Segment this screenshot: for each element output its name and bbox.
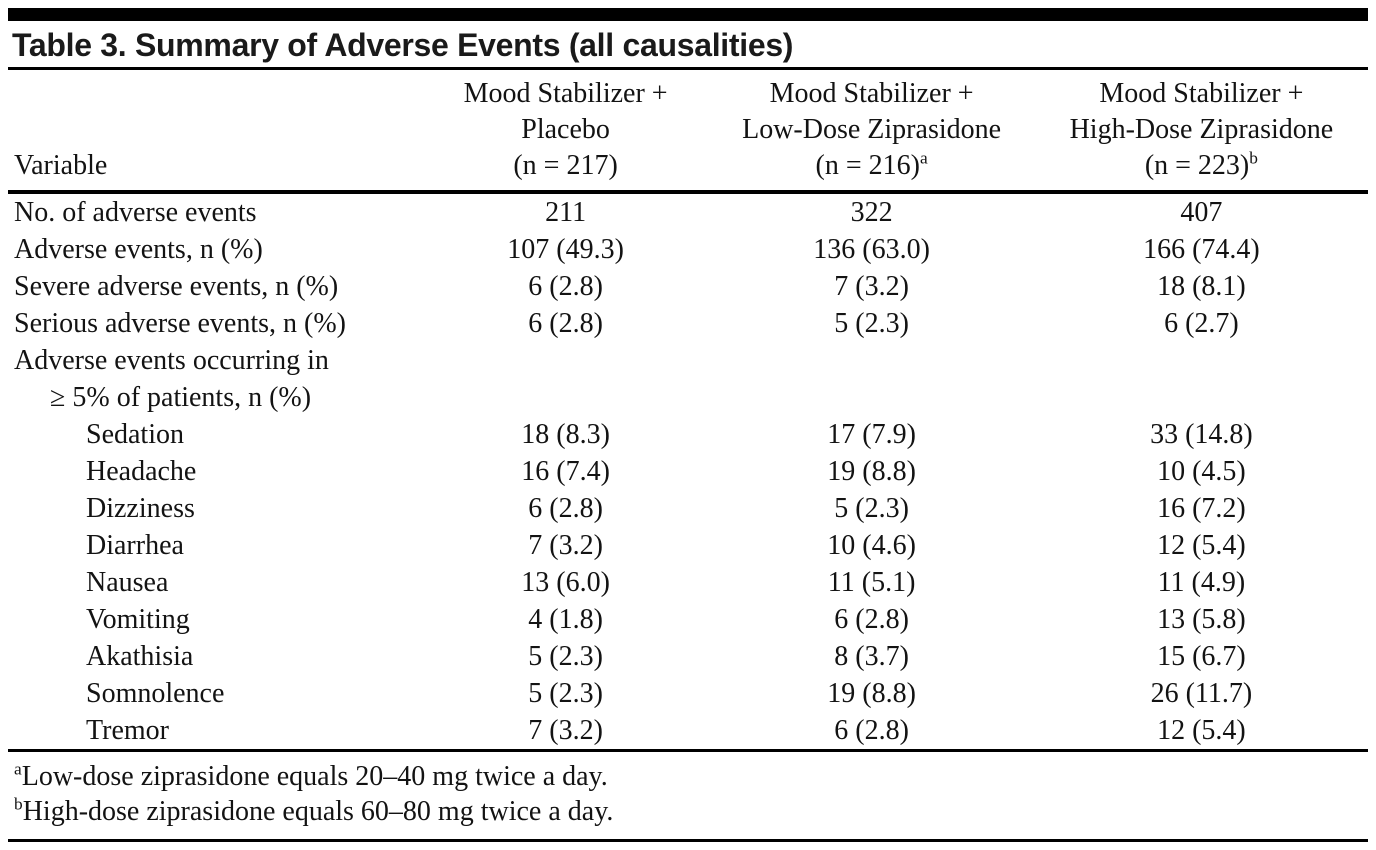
row-value: 19 (8.8)	[827, 456, 916, 487]
row-value: 6 (2.7)	[1164, 308, 1239, 339]
table-row	[8, 453, 1368, 490]
row-label: Adverse events occurring in	[14, 345, 329, 376]
group-n-count: (n = 217)	[513, 150, 618, 181]
footnote-marker-sup: a	[919, 148, 928, 168]
table-row	[8, 231, 1368, 268]
column-header-variable	[8, 70, 423, 192]
row-value: 17 (7.9)	[827, 419, 916, 450]
table-row	[8, 638, 1368, 675]
row-value: 19 (8.8)	[827, 678, 916, 709]
row-value: 6 (2.8)	[528, 308, 603, 339]
table-header	[8, 70, 1368, 192]
row-value: 322	[850, 197, 893, 228]
table-row	[8, 601, 1368, 638]
row-value: 5 (2.3)	[834, 308, 909, 339]
row-label: Tremor	[86, 715, 169, 746]
footnote-section	[8, 752, 1368, 837]
table-row	[8, 342, 1368, 379]
row-value: 166 (74.4)	[1143, 234, 1260, 265]
row-value: 7 (3.2)	[528, 715, 603, 746]
row-label: Serious adverse events, n (%)	[14, 308, 347, 339]
footnote-marker-sup: b	[1249, 148, 1258, 168]
footnote-marker: b	[14, 794, 23, 814]
table-body	[8, 192, 1368, 749]
row-value: 18 (8.1)	[1157, 271, 1246, 302]
row-value: 10 (4.5)	[1157, 456, 1246, 487]
row-value: 211	[545, 197, 587, 228]
table-row	[8, 564, 1368, 601]
row-value: 107 (49.3)	[507, 234, 624, 265]
row-label: Vomiting	[86, 604, 190, 635]
row-value: 16 (7.4)	[521, 456, 610, 487]
footnote-a	[14, 759, 1364, 794]
group-line-3	[1035, 148, 1368, 184]
group-line-1: Mood Stabilizer +	[463, 78, 668, 109]
row-value: 5 (2.3)	[834, 493, 909, 524]
table-bottom-rule	[8, 839, 1368, 842]
row-value: 10 (4.6)	[827, 530, 916, 561]
row-value: 407	[1180, 197, 1223, 228]
row-label: Adverse events, n (%)	[14, 234, 263, 265]
table-row	[8, 416, 1368, 453]
row-value: 13 (5.8)	[1157, 604, 1246, 635]
row-label: Akathisia	[86, 641, 194, 672]
row-value: 5 (2.3)	[528, 641, 603, 672]
row-label: Sedation	[86, 419, 184, 450]
row-value	[423, 342, 709, 379]
table-row	[8, 305, 1368, 342]
table-row	[8, 268, 1368, 305]
row-value: 6 (2.8)	[834, 604, 909, 635]
row-value	[1035, 379, 1368, 416]
column-header-high-dose	[1035, 70, 1368, 192]
row-value: 26 (11.7)	[1150, 678, 1253, 709]
group-line-1: Mood Stabilizer +	[1099, 78, 1304, 109]
row-value: 8 (3.7)	[834, 641, 909, 672]
header-row	[8, 70, 1368, 192]
row-value	[708, 379, 1034, 416]
row-value: 15 (6.7)	[1157, 641, 1246, 672]
row-value: 6 (2.8)	[834, 715, 909, 746]
group-line-2: High-Dose Ziprasidone	[1069, 114, 1334, 145]
row-value: 18 (8.3)	[521, 419, 610, 450]
row-label: Somnolence	[86, 678, 225, 709]
footnote-marker: a	[14, 759, 22, 779]
row-value	[423, 379, 709, 416]
row-value: 4 (1.8)	[528, 604, 603, 635]
table-row	[8, 379, 1368, 416]
column-header-placebo	[423, 70, 709, 192]
group-line-1: Mood Stabilizer +	[769, 78, 974, 109]
group-line-2: Placebo	[521, 114, 610, 145]
group-n-count: (n = 216)	[815, 150, 920, 181]
row-value: 11 (4.9)	[1157, 567, 1246, 598]
footnote-text: Low-dose ziprasidone equals 20–40 mg twice a day.	[21, 761, 608, 792]
group-line-3	[423, 148, 709, 184]
table-row	[8, 490, 1368, 527]
group-n-count: (n = 223)	[1144, 150, 1250, 181]
row-value: 7 (3.2)	[528, 530, 603, 561]
row-value: 16 (7.2)	[1157, 493, 1246, 524]
row-label: Dizziness	[86, 493, 195, 524]
row-label: Diarrhea	[86, 530, 184, 561]
row-value	[708, 342, 1034, 379]
table-row	[8, 712, 1368, 749]
group-line-3	[708, 148, 1034, 184]
row-value: 136 (63.0)	[813, 234, 930, 265]
variable-label: Variable	[14, 150, 108, 181]
row-label: Severe adverse events, n (%)	[14, 271, 339, 302]
row-value: 11 (5.1)	[827, 567, 916, 598]
table-title: Table 3. Summary of Adverse Events (all causalities)	[12, 27, 794, 63]
row-value: 7 (3.2)	[834, 271, 909, 302]
table-row	[8, 192, 1368, 231]
adverse-events-table	[8, 70, 1368, 749]
group-line-2: Low-Dose Ziprasidone	[742, 114, 1002, 145]
row-value: 5 (2.3)	[528, 678, 603, 709]
row-value	[1035, 342, 1368, 379]
row-label: Headache	[86, 456, 197, 487]
row-value: 12 (5.4)	[1157, 530, 1246, 561]
column-header-low-dose	[708, 70, 1034, 192]
row-value: 33 (14.8)	[1150, 419, 1253, 450]
footnote-b	[14, 794, 1364, 829]
row-label: Nausea	[86, 567, 169, 598]
row-value: 13 (6.0)	[521, 567, 610, 598]
footnote-text: High-dose ziprasidone equals 60–80 mg twice a day.	[22, 796, 614, 827]
row-value: 6 (2.8)	[528, 493, 603, 524]
table-row	[8, 527, 1368, 564]
table-top-rule	[8, 8, 1368, 21]
table-row	[8, 675, 1368, 712]
row-value: 6 (2.8)	[528, 271, 603, 302]
row-label: ≥ 5% of patients, n (%)	[50, 382, 312, 413]
row-label: No. of adverse events	[14, 197, 257, 228]
row-value: 12 (5.4)	[1157, 715, 1246, 746]
